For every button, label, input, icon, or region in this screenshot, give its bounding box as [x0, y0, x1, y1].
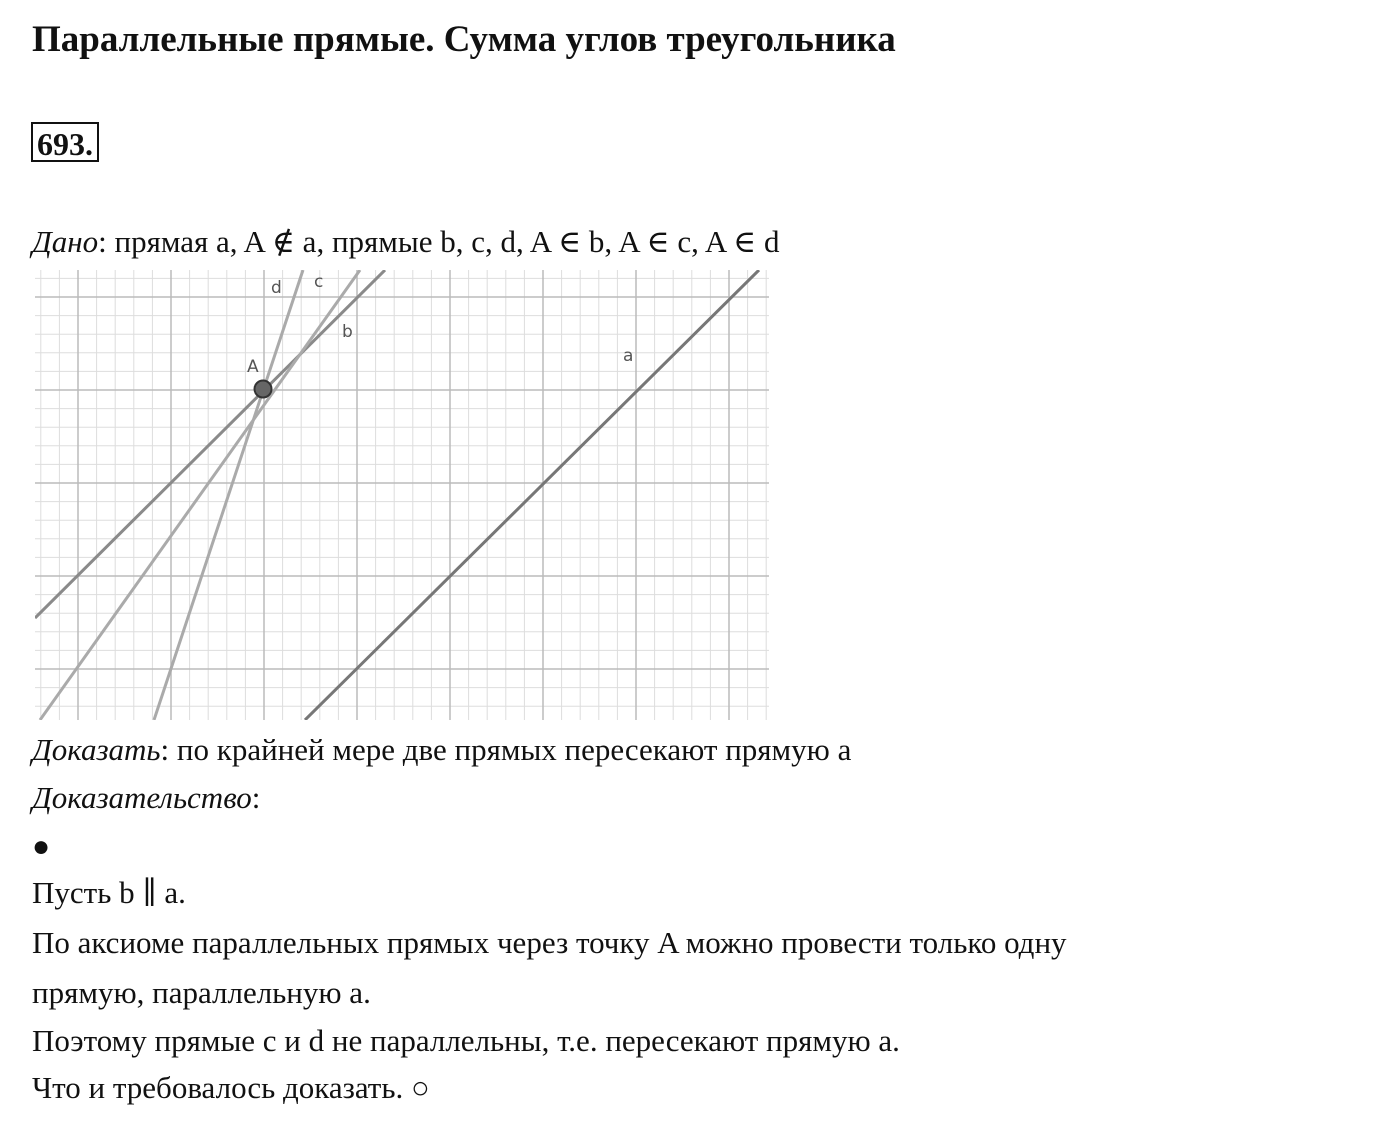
given-sep: :	[98, 224, 115, 259]
proof-line-4: Поэтому прямые c и d не параллельны, т.е. пересекают прямую a.	[32, 1023, 900, 1058]
line-b	[35, 270, 385, 618]
given-label: Дано	[32, 224, 99, 259]
proof-line-5: Что и требовалось доказать. ○	[32, 1070, 430, 1105]
proof-line-1: Пусть b ∥ a.	[32, 875, 186, 910]
grid-major	[35, 270, 769, 720]
line-c-label: c	[314, 272, 324, 292]
point-a-label: A	[247, 357, 259, 377]
geometry-figure	[35, 270, 769, 720]
given-line	[32, 222, 780, 262]
proof-sep: :	[251, 780, 261, 815]
proof-label: Доказательство	[32, 780, 252, 815]
page-title: Параллельные прямые. Сумма углов треугольника	[32, 19, 896, 60]
proof-line-3: прямую, параллельную a.	[32, 975, 371, 1010]
proof-heading	[32, 778, 260, 818]
line-a	[305, 270, 759, 720]
proof-line-2: По аксиоме параллельных прямых через точку A можно провести только одну	[32, 925, 1067, 960]
prove-label: Доказать	[32, 732, 161, 767]
given-text: прямая a, A ∉ a, прямые b, c, d, A ∈ b, A ∈ c, A ∈ d	[114, 224, 780, 259]
prove-sep: :	[160, 732, 177, 767]
line-a-label: a	[623, 346, 634, 366]
point-a	[255, 381, 272, 398]
line-d-label: d	[271, 278, 282, 298]
prove-line	[32, 730, 851, 770]
problem-number: 693.	[31, 122, 99, 162]
line-d	[154, 270, 303, 720]
line-c	[40, 270, 360, 720]
grid-minor	[35, 270, 769, 720]
bullet-icon: ●	[32, 830, 51, 863]
line-b-label: b	[342, 322, 353, 342]
prove-text: по крайней мере две прямых пересекают прямую a	[176, 732, 852, 767]
